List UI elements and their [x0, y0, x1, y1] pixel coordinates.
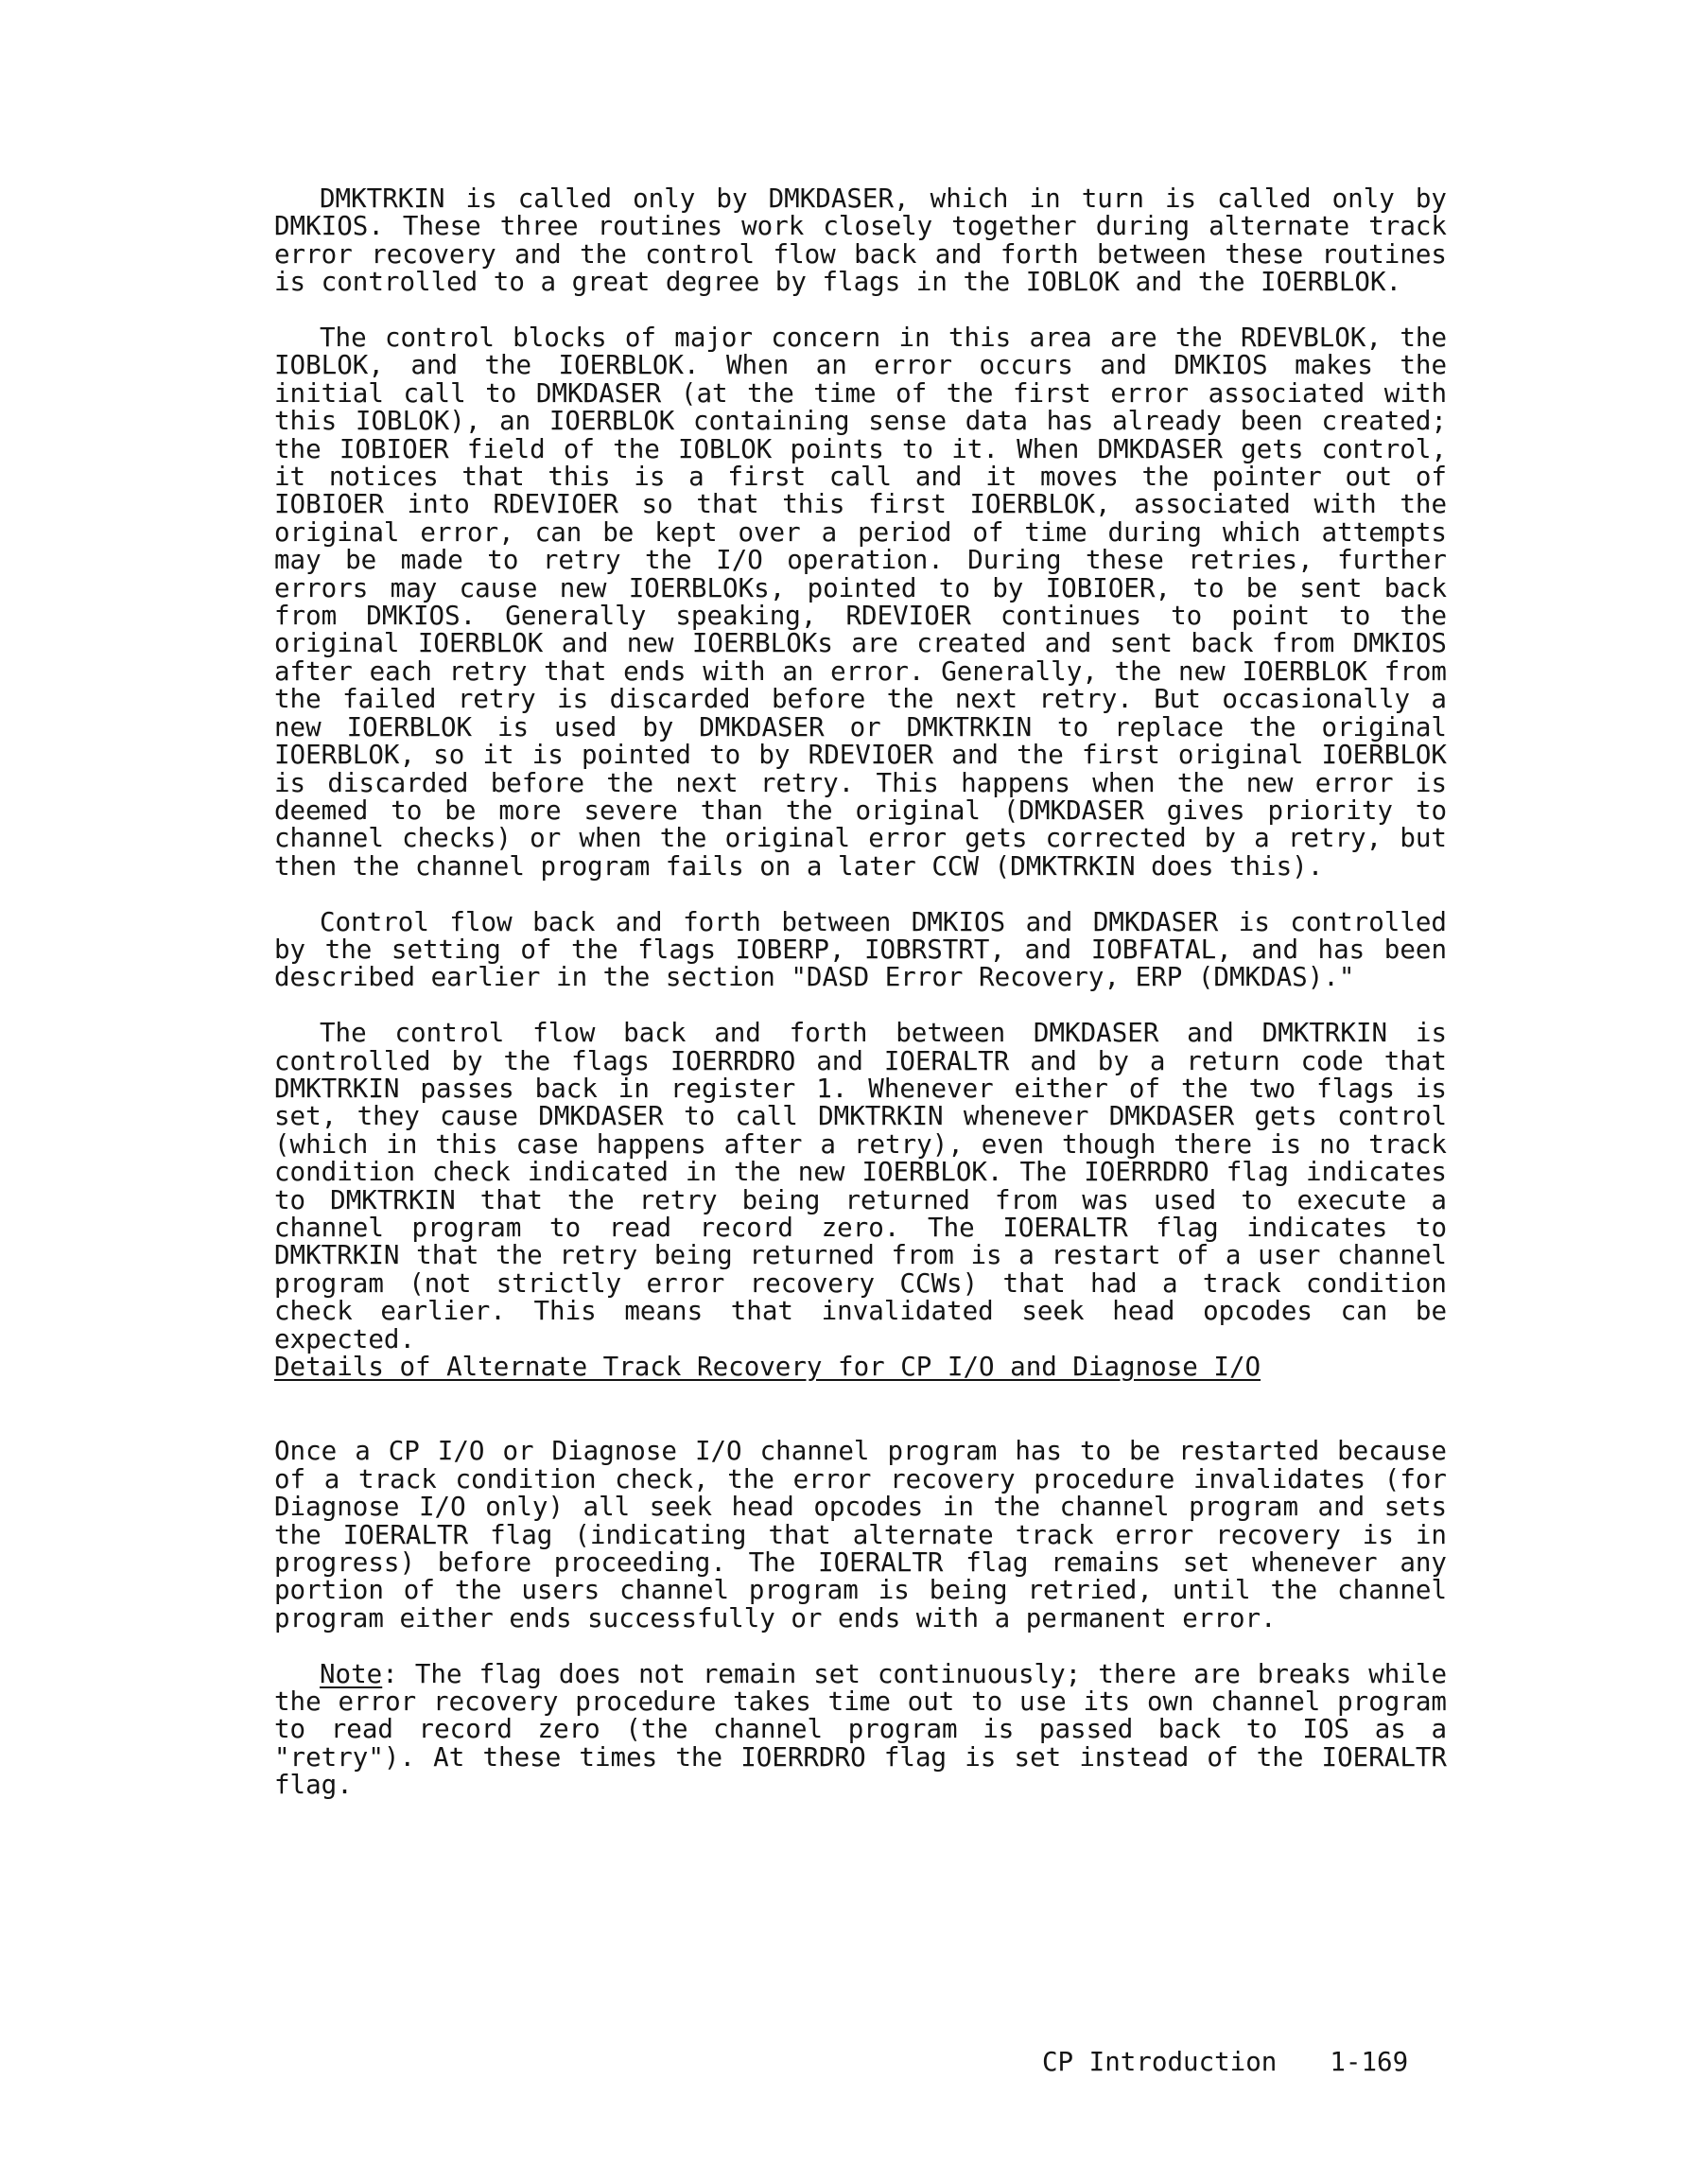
paragraph-cp-io-restart: Once a CP I/O or Diagnose I/O channel program has to be restarted because of a track condition check, the error recovery procedure invalidates (for Diagnose I/O only) all seek head opcodes in the channel program and sets the IOERALTR flag (indicating that alternate track error recovery is in progress) before proceeding. The IOERALTR flag remains set whenever any portion of the users channel program is being retried, until the channel program either ends successfully or ends with a permanent error.: [274, 1436, 1447, 1634]
note-text: : The flag does not remain set continuously; there are breaks while the error recovery procedure takes time out to use its own channel program to read record zero (the channel program is passed back to IOS as a "retry"). At these times the IOERRDRO flag is set instead of the IOERALTR flag.: [274, 1658, 1447, 1801]
footer-section-title: CP Introduction: [1042, 2047, 1278, 2077]
section-heading: Details of Alternate Track Recovery for CP I/O and Diagnose I/O: [274, 1352, 1261, 1383]
page-number: 1-169: [1330, 2047, 1409, 2077]
note-label: Note: [320, 1658, 383, 1689]
paragraph-control-blocks: The control blocks of major concern in this area are the RDEVBLOK, the IOBLOK, and the IOERBLOK. When an error occurs and DMKIOS makes the initial call to DMKDASER (at the time of the first error associated with this IOBLOK), an IOERBLOK containing sense data has already been created; the IOBIOER field of the IOBLOK points to it. When DMKDASER gets control, it notices that this is a first call and it moves the pointer out of IOBIOER into RDEVIOER so that this first IOERBLOK, associated with the original error, can be kept over a period of time during which attempts may be made to retry the I/O operation. During these retries, further errors may cause new IOERBLOKs, pointed to by IOBIOER, to be sent back from DMKIOS. Generally speaking, RDEVIOER continues to point to the original IOERBLOK and new IOERBLOKs are created and sent back from DMKIOS after each retry that ends with an error. Generally, the new IOERBLOK from the failed retry is discarded before the next retry. But occasionally a new IOERBLOK is used by DMKDASER or DMKTRKIN to replace the original IOERBLOK, so it is pointed to by RDEVIOER and the first original IOERBLOK is discarded before the next retry. This happens when the new error is deemed to be more severe than the original (DMKDASER gives priority to channel checks) or when the original error gets corrected by a retry, but then the channel program fails on a later CCW (DMKTRKIN does this).: [274, 323, 1447, 882]
document-page: [274, 185, 1447, 1800]
paragraph-dmktrkin-overview: DMKTRKIN is called only by DMKDASER, which in turn is called only by DMKIOS. These three routines work closely together during alternate track error recovery and the control flow back and forth between these routines is controlled to a great degree by flags in the IOBLOK and the IOERBLOK.: [274, 183, 1447, 298]
note-paragraph: [274, 1658, 1447, 1801]
paragraph-dmkdaser-dmktrkin-flow: The control flow back and forth between DMKDASER and DMKTRKIN is controlled by the flags IOERRDRO and IOERALTR and by a return code that DMKTRKIN passes back in register 1. Whenever either of the two flags is set, they cause DMKDASER to call DMKTRKIN whenever DMKDASER gets control (which in this case happens after a retry), even though there is no track condition check indicated in the new IOERBLOK. The IOERRDRO flag indicates to DMKTRKIN that the retry being returned from was used to execute a channel program to read record zero. The IOERALTR flag indicates to DMKTRKIN that the retry being returned from is a restart of a user channel program (not strictly error recovery CCWs) that had a track condition check earlier. This means that invalidated seek head opcodes can be expected.: [274, 1018, 1447, 1354]
page-footer: [1042, 2049, 1408, 2076]
paragraph-dmkios-dmkdaser-flow: Control flow back and forth between DMKIOS and DMKDASER is controlled by the setting of the flags IOBERP, IOBRSTRT, and IOBFATAL, and has been described earlier in the section "DASD Error Recovery, ERP (DMKDAS).": [274, 906, 1447, 993]
